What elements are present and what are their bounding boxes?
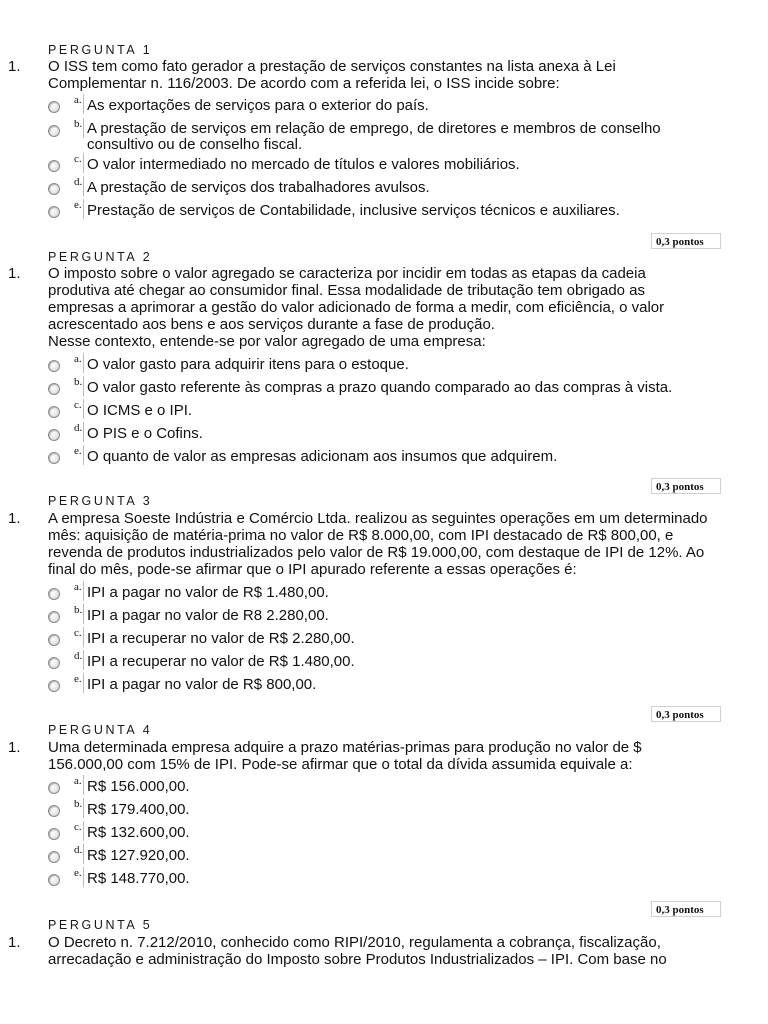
radio-button[interactable] — [48, 874, 60, 886]
radio-button[interactable] — [48, 782, 60, 794]
radio-button[interactable] — [48, 406, 60, 418]
option-letter: c. — [74, 153, 84, 173]
answer-option-a[interactable] — [48, 353, 748, 378]
radio-button[interactable] — [48, 634, 60, 646]
option-letter: c. — [74, 399, 84, 419]
option-text: IPI a pagar no valor de R$ 800,00. — [87, 676, 317, 693]
option-text: IPI a recuperar no valor de R$ 1.480,00. — [87, 653, 355, 670]
question-header: PERGUNTA 2 — [48, 250, 153, 264]
option-text: O quanto de valor as empresas adicionam aos insumos que adquirem. — [87, 448, 558, 465]
option-text: A prestação de serviços em relação de emprego, de diretores e membros de conselho consultivo ou de conselho fiscal. — [87, 120, 661, 153]
question-text: O ISS tem como fato gerador a prestação de serviços constantes na lista anexa à Lei Complementar n. 116/2003. De acordo com a referida lei, o ISS incide sobre: — [48, 58, 616, 92]
option-text: O valor gasto para adquirir itens para o estoque. — [87, 356, 409, 373]
option-letter: b. — [74, 798, 84, 818]
answer-option-c[interactable] — [48, 821, 748, 846]
question-number: 1. — [8, 265, 21, 282]
question-number: 1. — [8, 510, 21, 527]
option-letter: d. — [74, 650, 84, 670]
question-number: 1. — [8, 739, 21, 756]
question-text: O Decreto n. 7.212/2010, conhecido como RIPI/2010, regulamenta a cobrança, fiscalização, arrecadação e administração do Imposto sobre Produtos Industrializados – IPI. Com base no — [48, 934, 667, 968]
answer-option-c[interactable] — [48, 399, 748, 424]
radio-button[interactable] — [48, 383, 60, 395]
question-text: O imposto sobre o valor agregado se caracteriza por incidir em todas as etapas da cadeia produtiva até chegar ao consumidor final. Essa modalidade de tributação tem obrigado as empresas a aprimorar a gestão do valor adicionado de forma a medir, com eficiência, o valor acrescentado aos bens e aos serviços durante a fase de produção. — [48, 265, 665, 333]
option-text: A prestação de serviços dos trabalhadores avulsos. — [87, 179, 430, 196]
points-badge: 0,3 pontos — [651, 233, 721, 249]
radio-button[interactable] — [48, 452, 60, 464]
option-letter: a. — [74, 94, 84, 114]
option-letter: c. — [74, 627, 84, 647]
answer-option-b[interactable] — [48, 798, 748, 823]
answer-option-e[interactable] — [48, 673, 748, 698]
option-letter: a. — [74, 581, 84, 601]
answer-option-b[interactable] — [48, 604, 748, 629]
radio-button[interactable] — [48, 611, 60, 623]
option-text: O valor gasto referente às compras a prazo quando comparado ao das compras à vista. — [87, 379, 673, 396]
radio-button[interactable] — [48, 429, 60, 441]
option-text: As exportações de serviços para o exterior do país. — [87, 97, 429, 114]
answer-option-d[interactable] — [48, 844, 748, 869]
radio-button[interactable] — [48, 101, 60, 113]
question-header: PERGUNTA 1 — [48, 43, 153, 57]
answer-option-e[interactable] — [48, 867, 748, 892]
radio-button[interactable] — [48, 160, 60, 172]
option-letter: e. — [74, 673, 84, 693]
option-text: R$ 148.770,00. — [87, 870, 190, 887]
option-letter: d. — [74, 422, 84, 442]
radio-button[interactable] — [48, 828, 60, 840]
option-letter: b. — [74, 604, 84, 624]
question-text: A empresa Soeste Indústria e Comércio Ltda. realizou as seguintes operações em um determinado mês: aquisição de matéria-prima no valor de R$ 8.000,00, com IPI destacado de R$ 800,00, e revenda de produtos industrializados pelo valor de R$ 19.000,00, com destaque de IPI de 12%. Ao final do mês, pode-se afirmar que o IPI apurado referente a essas operações é: — [48, 510, 708, 578]
radio-button[interactable] — [48, 360, 60, 372]
option-text: IPI a pagar no valor de R8 2.280,00. — [87, 607, 329, 624]
option-letter: e. — [74, 445, 84, 465]
radio-button[interactable] — [48, 206, 60, 218]
option-letter: a. — [74, 353, 84, 373]
points-badge: 0,3 pontos — [651, 478, 721, 494]
question-number: 1. — [8, 58, 21, 75]
option-text: O ICMS e o IPI. — [87, 402, 193, 419]
answer-option-e[interactable] — [48, 199, 748, 224]
answer-option-c[interactable] — [48, 153, 748, 178]
option-letter: c. — [74, 821, 84, 841]
answer-option-d[interactable] — [48, 176, 748, 201]
option-letter: e. — [74, 199, 84, 219]
question-number: 1. — [8, 934, 21, 951]
radio-button[interactable] — [48, 805, 60, 817]
points-badge: 0,3 pontos — [651, 706, 721, 722]
option-text: R$ 156.000,00. — [87, 778, 190, 795]
option-text: IPI a pagar no valor de R$ 1.480,00. — [87, 584, 329, 601]
option-letter: e. — [74, 867, 84, 887]
answer-option-b[interactable] — [48, 376, 748, 401]
option-letter: d. — [74, 844, 84, 864]
answer-option-a[interactable] — [48, 775, 748, 800]
question-header: PERGUNTA 5 — [48, 918, 153, 932]
option-text: Prestação de serviços de Contabilidade, inclusive serviços técnicos e auxiliares. — [87, 202, 620, 219]
radio-button[interactable] — [48, 851, 60, 863]
radio-button[interactable] — [48, 125, 60, 137]
points-badge: 0,3 pontos — [651, 901, 721, 917]
radio-button[interactable] — [48, 183, 60, 195]
option-text: O PIS e o Cofins. — [87, 425, 203, 442]
option-letter: a. — [74, 775, 84, 795]
option-text: R$ 127.920,00. — [87, 847, 190, 864]
question-text: Uma determinada empresa adquire a prazo matérias-primas para produção no valor de $ 156.000,00 com 15% de IPI. Pode-se afirmar que o total da dívida assumida equivale a: — [48, 739, 642, 773]
option-letter: b. — [74, 376, 84, 396]
question-subtext: Nesse contexto, entende-se por valor agregado de uma empresa: — [48, 333, 486, 350]
option-letter: d. — [74, 176, 84, 196]
question-header: PERGUNTA 3 — [48, 494, 153, 508]
option-letter: b. — [74, 118, 84, 138]
option-text: R$ 179.400,00. — [87, 801, 190, 818]
radio-button[interactable] — [48, 680, 60, 692]
answer-option-d[interactable] — [48, 650, 748, 675]
answer-option-a[interactable] — [48, 581, 748, 606]
answer-option-d[interactable] — [48, 422, 748, 447]
answer-option-c[interactable] — [48, 627, 748, 652]
answer-option-e[interactable] — [48, 445, 748, 470]
option-text: R$ 132.600,00. — [87, 824, 190, 841]
radio-button[interactable] — [48, 657, 60, 669]
answer-option-b[interactable] — [48, 118, 748, 153]
radio-button[interactable] — [48, 588, 60, 600]
question-header: PERGUNTA 4 — [48, 723, 153, 737]
option-text: O valor intermediado no mercado de títulos e valores mobiliários. — [87, 156, 520, 173]
answer-option-a[interactable] — [48, 94, 748, 119]
option-text: IPI a recuperar no valor de R$ 2.280,00. — [87, 630, 355, 647]
